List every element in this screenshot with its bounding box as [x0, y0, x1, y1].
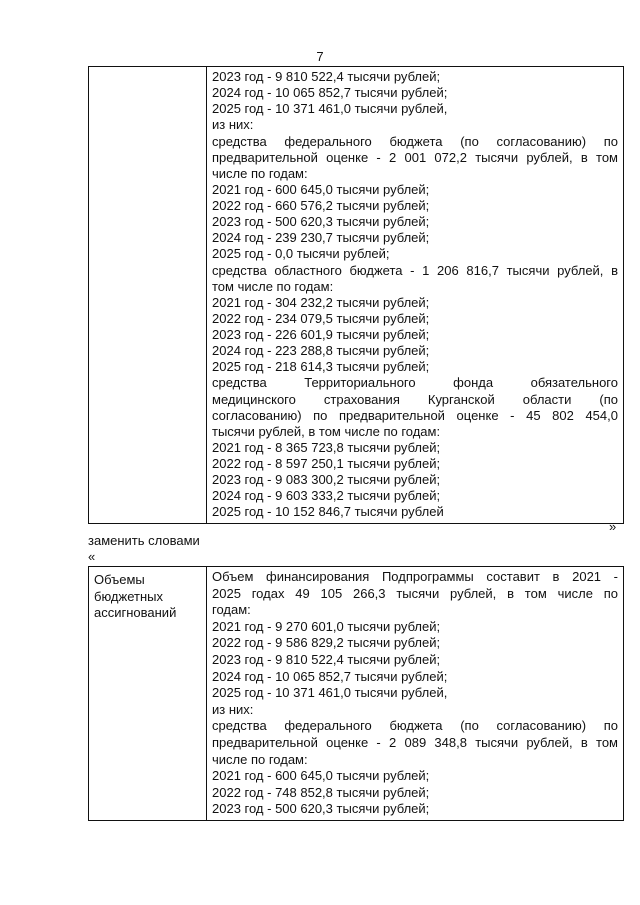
text-line: средства Территориального фонда обязательного: [212, 375, 618, 391]
text-line: 2022 год - 234 079,5 тысячи рублей;: [212, 310, 430, 326]
text-line: 2022 год - 9 586 829,2 тысячи рублей;: [212, 635, 441, 651]
text-line: 2023 год - 500 620,3 тысячи рублей;: [212, 801, 430, 817]
text-line: 2025 год - 218 614,3 тысячи рублей;: [212, 359, 430, 375]
left-cell-text: [89, 67, 206, 72]
funding-table-replacement: [88, 566, 624, 821]
text-line: 2021 год - 600 645,0 тысячи рублей;: [212, 181, 430, 197]
text-line: средства федерального бюджета (по согласованию) по: [212, 133, 618, 149]
text-line: 2023 год - 9 083 300,2 тысячи рублей;: [212, 472, 441, 488]
text-line: средства областного бюджета - 1 206 816,7 тысячи рублей, в: [212, 262, 618, 278]
budget-allocations-label: [89, 567, 206, 622]
text-line: 2025 год - 10 371 461,0 тысячи рублей,: [212, 101, 448, 117]
text-line: 2023 год - 9 810 522,4 тысячи рублей;: [212, 651, 441, 667]
replace-words-text: заменить словами: [88, 533, 200, 548]
closing-quote: »: [609, 519, 617, 534]
funding-lines: [207, 567, 623, 820]
right-cell: [207, 567, 624, 821]
text-line: предварительной оценке - 2 001 072,2 тысячи рублей, в том: [212, 149, 618, 165]
text-line: 2022 год - 748 852,8 тысячи рублей;: [212, 784, 430, 800]
text-line: 2021 год - 304 232,2 тысячи рублей;: [212, 294, 430, 310]
text-line: том числе по годам:: [212, 278, 334, 294]
text-line: 2023 год - 226 601,9 тысячи рублей;: [212, 327, 430, 342]
text-line: 2024 год - 223 288,8 тысячи рублей;: [212, 343, 430, 359]
text-line: тысячи рублей, в том числе по годам:: [212, 423, 441, 439]
text-line: 2023 год - 500 620,3 тысячи рублей;: [212, 214, 430, 230]
text-line: 2025 год - 10 152 846,7 тысячи рублей: [212, 504, 444, 520]
right-cell: [207, 67, 624, 524]
table-row: [89, 567, 624, 821]
text-line: 2023 год - 9 810 522,4 тысячи рублей;: [212, 69, 441, 84]
left-cell: [89, 567, 207, 821]
text-line: 2025 год - 10 371 461,0 тысячи рублей,: [212, 685, 448, 701]
text-line: Объем финансирования Подпрограммы составит в 2021 -: [212, 569, 618, 584]
text-line: числе по годам:: [212, 165, 308, 181]
label-line: ассигнований: [94, 605, 177, 620]
text-line: медицинского страхования Курганской области (по: [212, 391, 618, 407]
text-line: 2021 год - 600 645,0 тысячи рублей;: [212, 768, 430, 784]
text-line: 2024 год - 10 065 852,7 тысячи рублей;: [212, 668, 448, 684]
text-line: средства федерального бюджета (по согласованию) по: [212, 718, 618, 734]
text-line: 2024 год - 9 603 333,2 тысячи рублей;: [212, 488, 441, 504]
left-cell: [89, 67, 207, 524]
text-line: 2025 год - 0,0 тысячи рублей;: [212, 246, 390, 262]
text-line: предварительной оценке - 2 089 348,8 тысячи рублей, в том: [212, 734, 618, 750]
text-line: 2021 год - 9 270 601,0 тысячи рублей;: [212, 618, 441, 634]
text-line: согласованию) по предварительной оценке - 45 802 454,0: [212, 407, 618, 423]
text-line: 2022 год - 8 597 250,1 тысячи рублей;: [212, 456, 441, 471]
text-line: годам:: [212, 602, 251, 618]
text-line: 2022 год - 660 576,2 тысячи рублей;: [212, 198, 430, 213]
page-number: 7: [316, 49, 324, 64]
text-line: числе по годам:: [212, 751, 308, 767]
opening-quote: «: [88, 549, 96, 564]
table-row: [89, 67, 624, 524]
label-line: бюджетных: [94, 588, 163, 604]
text-line: 2024 год - 239 230,7 тысячи рублей;: [212, 230, 430, 246]
funding-table-original: [88, 66, 624, 524]
text-line: 2024 год - 10 065 852,7 тысячи рублей;: [212, 85, 448, 101]
funding-lines: [207, 67, 623, 523]
text-line: 2021 год - 8 365 723,8 тысячи рублей;: [212, 439, 441, 455]
text-line: 2025 годах 49 105 266,3 тысячи рублей, в том числе по: [212, 585, 618, 601]
label-line: Объемы: [94, 572, 145, 587]
text-line: из них:: [212, 117, 254, 133]
text-line: из них:: [212, 701, 254, 717]
